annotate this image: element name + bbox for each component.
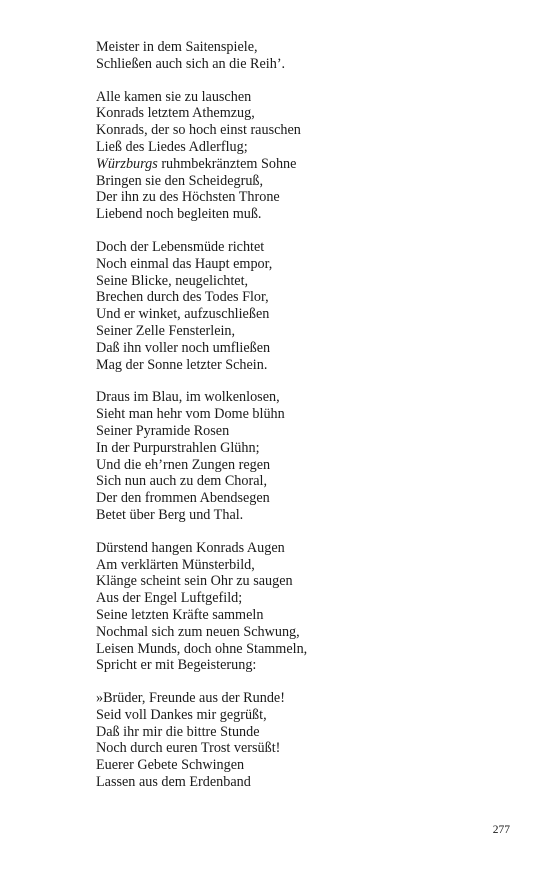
verse-line: Draus im Blau, im wolkenlosen, <box>96 389 280 406</box>
verse-line: Noch einmal das Haupt empor, <box>96 255 273 272</box>
verse-line: Seid voll Dankes mir gegrüßt, <box>96 706 267 723</box>
verse-line: Seine Blicke, neugelichtet, <box>96 272 249 289</box>
verse-line: Euerer Gebete Schwingen <box>96 757 245 774</box>
verse-line: Konrads, der so hoch einst rauschen <box>96 122 301 139</box>
verse-line: Aus der Engel Luftgefild; <box>96 590 243 607</box>
verse-line: Am verklärten Münsterbild, <box>96 556 255 573</box>
verse-line: Lassen aus dem Erdenband <box>96 774 251 791</box>
verse-line-rest: ruhmbekränztem Sohne <box>157 155 297 172</box>
verse-line: Doch der Lebensmüde richtet <box>96 238 265 255</box>
verse-line: Ließ des Liedes Adlerflug; <box>96 138 248 155</box>
verse-line: »Brüder, Freunde aus der Runde! <box>96 690 285 707</box>
verse-line: Sieht man hehr vom Dome blühn <box>96 406 285 423</box>
verse-line: Seine letzten Kräfte sammeln <box>96 606 264 623</box>
verse-line: Und die eh’rnen Zungen regen <box>96 456 271 473</box>
verse-line: In der Purpurstrahlen Glühn; <box>96 439 260 456</box>
verse-line: Schließen auch sich an die Reih’. <box>96 55 286 72</box>
verse-line: Alle kamen sie zu lauschen <box>96 88 252 105</box>
verse-line: Dürstend hangen Konrads Augen <box>96 539 285 556</box>
verse-line: Noch durch euren Trost versüßt! <box>96 740 281 757</box>
stanza <box>96 239 516 373</box>
stanza <box>96 39 516 73</box>
stanza <box>96 540 516 674</box>
italic-place-name: Würzburgs <box>96 155 158 172</box>
verse-line: Nochmal sich zum neuen Schwung, <box>96 623 300 640</box>
verse-line: Betet über Berg und Thal. <box>96 506 244 523</box>
verse-line: Daß ihn voller noch umfließen <box>96 339 271 356</box>
verse-line: Konrads letztem Athemzug, <box>96 105 255 122</box>
verse-line: Spricht er mit Begeisterung: <box>96 657 257 674</box>
verse-line: Seiner Zelle Fensterlein, <box>96 322 236 339</box>
page-number: 277 <box>492 824 510 836</box>
verse-line <box>96 156 516 173</box>
verse-line: Leisen Munds, doch ohne Stammeln, <box>96 640 308 657</box>
verse-line: Klänge scheint sein Ohr zu saugen <box>96 573 293 590</box>
verse-line: Bringen sie den Scheidegruß, <box>96 172 264 189</box>
poem-text <box>96 39 516 807</box>
verse-line: Liebend noch begleiten muß. <box>96 206 262 223</box>
verse-line: Brechen durch des Todes Flor, <box>96 289 269 306</box>
verse-line: Und er winket, aufzuschließen <box>96 306 270 323</box>
verse-line: Mag der Sonne letzter Schein. <box>96 356 268 373</box>
verse-line: Der ihn zu des Höchsten Throne <box>96 189 280 206</box>
verse-line: Meister in dem Saitenspiele, <box>96 39 258 55</box>
verse-line: Daß ihr mir die bittre Stunde <box>96 723 260 740</box>
stanza <box>96 89 516 223</box>
verse-line: Sich nun auch zu dem Choral, <box>96 473 267 490</box>
verse-line: Seiner Pyramide Rosen <box>96 422 230 439</box>
stanza <box>96 389 516 523</box>
verse-line: Der den frommen Abendsegen <box>96 490 270 507</box>
stanza <box>96 690 516 791</box>
